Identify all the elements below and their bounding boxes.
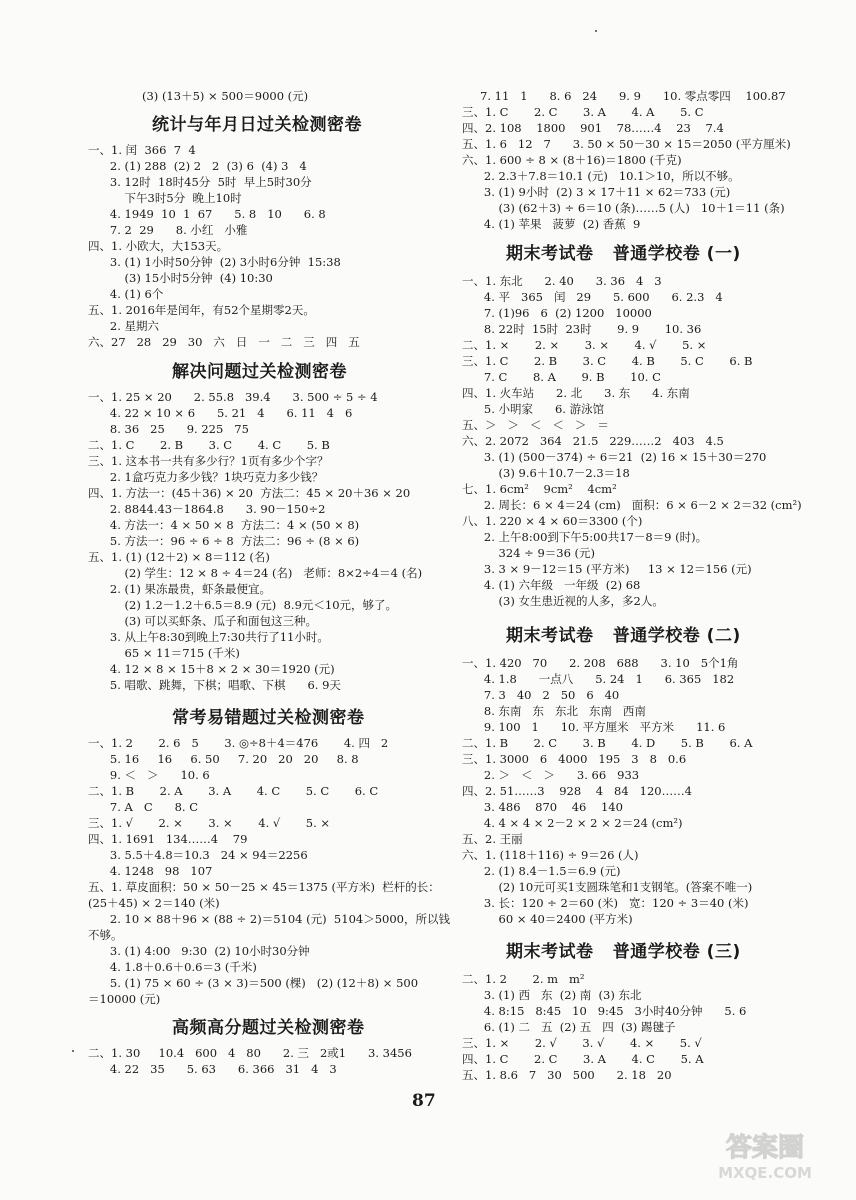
answer-line: 五、1. 草皮面积：50 × 50－25 × 45＝1375 (平方米) 栏杆的长： — [88, 880, 440, 894]
answer-line: (2) 10元可买1支圆珠笔和1支钢笔。(答案不唯一) — [462, 880, 753, 894]
answer-line: 3. (1) 1小时50分钟 (2) 3小时6分钟 15:38 — [88, 255, 341, 269]
answer-line: 4. 8:15 8:45 10 9:45 3小时40分钟 5. 6 — [462, 1004, 747, 1018]
answer-line: 5. 唱歌、跳舞，下棋；唱歌、下棋 6. 9天 — [88, 678, 341, 692]
answer-line: (2) 1.2－1.2＋6.5＝8.9 (元) 8.9元＜10元，够了。 — [88, 598, 398, 612]
answer-line: 二、1. 30 10.4 600 4 80 2. 三 2或1 3. 3456 — [88, 1046, 412, 1060]
answer-line: 三、1. C 2. C 3. A 4. A 5. C — [462, 105, 704, 119]
answer-line: 9. ＜ ＞ 10. 6 — [88, 768, 210, 782]
answer-line: 8. 东南 东 东北 东南 西南 — [462, 704, 646, 718]
section-title: 高频高分题过关检测密卷 — [172, 1018, 365, 1038]
scan-speck — [595, 30, 597, 32]
answer-line: 一、1. 2 2. 6 5 3. ◎÷8＋4＝476 4. 四 2 — [88, 736, 389, 750]
answer-line: 7. 2 29 8. 小红 小雅 — [88, 223, 248, 237]
answer-line: 2. 周长：6 × 4＝24 (cm) 面积：6 × 6－2 × 2＝32 (cm²) — [462, 498, 802, 512]
answer-line: 二、1. × 2. × 3. × 4. √ 5. × — [462, 338, 707, 352]
answer-line: 4. (1) 6个 — [88, 287, 164, 301]
watermark-text-bottom: MXQE.COM — [718, 1164, 812, 1182]
answer-line: 7. 3 40 2 50 6 40 — [462, 688, 620, 702]
answer-line: 一、1. 25 × 20 2. 55.8 39.4 3. 500 ÷ 5 ÷ 4 — [88, 390, 378, 404]
answer-line: 4. 1949 10 1 67 5. 8 10 6. 8 — [88, 207, 326, 221]
answer-line: 8. 36 25 9. 225 75 — [88, 422, 249, 436]
answer-line: 3. 长：120 ÷ 2＝60 (米) 宽：120 ÷ 3＝40 (米) — [462, 896, 749, 910]
answer-line: 2. 10 × 88＋96 × (88 ÷ 2)＝5104 (元) 5104＞5000，所以钱 — [88, 912, 450, 926]
answer-line: 三、1. √ 2. × 3. × 4. √ 5. × — [88, 816, 331, 830]
answer-line: 2. ＞ ＜ ＞ 3. 66 933 — [462, 768, 640, 782]
page-number: 87 — [412, 1091, 436, 1111]
answer-line: 3. (1) (500－374) ÷ 6＝21 (2) 16 × 15＋30＝270 — [462, 450, 767, 464]
answer-line: 4. (1) 苹果 菠萝 (2) 香蕉 9 — [462, 217, 641, 231]
answer-line: 六、1. (118＋116) ÷ 9＝26 (人) — [462, 848, 639, 862]
answer-line: 下午3时5分 晚上10时 — [88, 191, 242, 205]
answer-line: 6. (1) 二 五 (2) 五 四 (3) 踢毽子 — [462, 1020, 676, 1034]
answer-line: 3. (1) 9小时 (2) 3 × 17＋11 × 62＝733 (元) — [462, 185, 731, 199]
answer-line: 3. 12时 18时45分 5时 早上5时30分 — [88, 175, 312, 189]
answer-line: 2. 8844.43－1864.8 3. 90－150÷2 — [88, 502, 326, 516]
answer-line: (3) (62＋3) ÷ 6＝10 (条)……5 (人) 10＋1＝11 (条) — [462, 201, 785, 215]
answer-line: 5. 16 16 6. 50 7. 20 20 20 8. 8 — [88, 752, 359, 766]
answer-line: 2. (1) 288 (2) 2 2 (3) 6 (4) 3 4 — [88, 159, 307, 173]
answer-line: 五、＞ ＞ ＜ ＜ ＞ ＝ — [462, 418, 609, 432]
answer-line: 7. (1)96 6 (2) 1200 10000 — [462, 306, 652, 320]
answer-line: 六、27 28 29 30 六 日 一 二 三 四 五 — [88, 335, 360, 349]
answer-line: 二、1. B 2. A 3. A 4. C 5. C 6. C — [88, 784, 379, 798]
answer-line: 八、1. 220 × 4 × 60＝3300 (个) — [462, 514, 643, 528]
answer-line: (3) 女生患近视的人多，多2人。 — [462, 594, 664, 608]
answer-line: 4. 1248 98 107 — [88, 864, 213, 878]
answer-line: 四、1. 1691 134……4 79 — [88, 832, 248, 846]
answer-line: 3. (1) 4:00 9:30 (2) 10小时30分钟 — [88, 944, 310, 958]
answer-line: 9. 100 1 10. 平方厘米 平方米 11. 6 — [462, 720, 726, 734]
answer-line: 五、1. 8.6 7 30 500 2. 18 20 — [462, 1068, 672, 1082]
answer-line: 二、1. 2 2. m m² — [462, 972, 585, 986]
section-title: 期末考试卷 普通学校卷 (一) — [506, 244, 741, 264]
section-title: 常考易错题过关检测密卷 — [172, 708, 365, 728]
answer-line: 2. (1) 果冻最贵，虾条最便宜。 — [88, 582, 272, 596]
answer-line: (3) 15小时5分钟 (4) 10:30 — [88, 271, 273, 285]
answer-line: 四、1. C 2. C 3. A 4. C 5. A — [462, 1052, 704, 1066]
answer-line: 7. C 8. A 9. B 10. C — [462, 370, 661, 384]
watermark-logo — [690, 1126, 840, 1186]
answer-line: 六、2. 2072 364 21.5 229……2 403 4.5 — [462, 434, 724, 448]
answer-line: 4. 12 × 8 × 15＋8 × 2 × 30＝1920 (元) — [88, 662, 335, 676]
answer-line: 7. 11 1 8. 6 24 9. 9 10. 零点零四 100.87 — [480, 89, 786, 103]
answer-line: 5. 方法一：96 ÷ 6 ÷ 8 方法二：96 ÷ (8 × 6) — [88, 534, 360, 548]
answer-line: 三、1. 3000 6 4000 195 3 8 0.6 — [462, 752, 687, 766]
answer-line: 三、1. × 2. √ 3. √ 4. × 5. √ — [462, 1036, 702, 1050]
answer-line: ＝10000 (元) — [88, 992, 161, 1006]
answer-line: 3. 从上午8:30到晚上7:30共行了11小时。 — [88, 630, 329, 644]
answer-line: 3. (1) 西 东 (2) 南 (3) 东北 — [462, 988, 642, 1002]
answer-line: (2) 学生：12 × 8 ÷ 4＝24 (名) 老师：8×2÷4＝4 (名) — [88, 566, 423, 580]
answer-line: 二、1. B 2. C 3. B 4. D 5. B 6. A — [462, 736, 753, 750]
answer-line: 4. 1.8 一点八 5. 24 1 6. 365 182 — [462, 672, 735, 686]
answer-line: 一、1. 闰 366 7 4 — [88, 143, 196, 157]
answer-line: 一、1. 420 70 2. 208 688 3. 10 5个1角 — [462, 656, 739, 670]
answer-line: 2. 1盒巧克力多少钱？1块巧克力多少钱？ — [88, 470, 324, 484]
answer-line: (25＋45) × 2＝140 (米) — [88, 896, 220, 910]
answer-line: 五、1. (1) (12＋2) × 8＝112 (名) — [88, 550, 270, 564]
answer-line: 一、1. 东北 2. 40 3. 36 4 3 — [462, 274, 662, 288]
answer-line: 5. (1) 75 × 60 ÷ (3 × 3)＝500 (棵) (2) (12＋8) × 500 — [88, 976, 419, 990]
answer-line: 四、1. 火车站 2. 北 3. 东 4. 东南 — [462, 386, 690, 400]
answer-line: 七、1. 6cm² 9cm² 4cm² — [462, 482, 617, 496]
answer-line: 8. 22时 15时 23时 9. 9 10. 36 — [462, 322, 702, 336]
answer-line: 4. 22 35 5. 63 6. 366 31 4 3 — [88, 1062, 337, 1076]
answer-line: 7. A C 8. C — [88, 800, 198, 814]
answer-line: 3. 3 × 9－12＝15 (平方米) 13 × 12＝156 (元) — [462, 562, 752, 576]
answer-line: 六、1. 600 ÷ 8 × (8＋16)＝1800 (千克) — [462, 153, 682, 167]
answer-line: 四、1. 方法一：(45＋36) × 20 方法二：45 × 20＋36 × 20 — [88, 486, 411, 500]
answer-line: (3) 9.6＋10.7－2.3＝18 — [462, 466, 630, 480]
intro-line: (3) (13＋5) × 500＝9000 (元) — [142, 89, 309, 103]
scan-speck — [72, 1050, 74, 1052]
answer-line: 三、1. 这本书一共有多少行？1页有多少个字？ — [88, 454, 329, 468]
answer-line: 不够。 — [88, 928, 123, 942]
answer-line: (3) 可以买虾条、瓜子和面包这三种。 — [88, 614, 317, 628]
answer-line: 三、1. C 2. B 3. C 4. B 5. C 6. B — [462, 354, 753, 368]
answer-line: 4. 平 365 闰 29 5. 600 6. 2.3 4 — [462, 290, 723, 304]
answer-line: 四、2. 108 1800 901 78……4 23 7.4 — [462, 121, 724, 135]
answer-line: 2. 星期六 — [88, 319, 160, 333]
answer-line: 3. 5.5＋4.8＝10.3 24 × 94＝2256 — [88, 848, 308, 862]
answer-line: 2. 2.3＋7.8＝10.1 (元) 10.1＞10，所以不够。 — [462, 169, 740, 183]
section-title: 期末考试卷 普通学校卷 (三) — [506, 942, 741, 962]
answer-line: 2. 上午8:00到下午5:00共17－8＝9 (时)。 — [462, 530, 708, 544]
answer-line: 五、2. 王丽 — [462, 832, 523, 846]
watermark-text-top: 答案圈 — [725, 1133, 805, 1163]
answer-line: 65 × 11＝715 (千米) — [88, 646, 240, 660]
answer-line: 4. (1) 六年级 一年级 (2) 68 — [462, 578, 641, 592]
answer-line: 五、1. 2016年是闰年，有52个星期零2天。 — [88, 303, 315, 317]
section-title: 解决问题过关检测密卷 — [172, 362, 347, 382]
answer-line: 四、1. 小欧大，大153天。 — [88, 239, 229, 253]
answer-line: 五、1. 6 12 7 3. 50 × 50－30 × 15＝2050 (平方厘米) — [462, 137, 791, 151]
answer-line: 4. 22 × 10 × 6 5. 21 4 6. 11 4 6 — [88, 406, 353, 420]
answer-line: 60 × 40＝2400 (平方米) — [462, 912, 633, 926]
answer-line: 二、1. C 2. B 3. C 4. C 5. B — [88, 438, 330, 452]
answer-line: 324 ÷ 9＝36 (元) — [462, 546, 596, 560]
answer-line: 四、2. 51……3 928 4 84 120……4 — [462, 784, 692, 798]
answer-line: 4. 1.8＋0.6＋0.6＝3 (千米) — [88, 960, 257, 974]
answer-line: 4. 4 × 4 × 2－2 × 2 × 2＝24 (cm²) — [462, 816, 683, 830]
answer-line: 3. 486 870 46 140 — [462, 800, 623, 814]
answer-line: 5. 小明家 6. 游泳馆 — [462, 402, 605, 416]
section-title: 期末考试卷 普通学校卷 (二) — [506, 626, 741, 646]
section-title: 统计与年月日过关检测密卷 — [152, 115, 362, 135]
answer-line: 4. 方法一：4 × 50 × 8 方法二：4 × (50 × 8) — [88, 518, 360, 532]
answer-line: 2. (1) 8.4－1.5＝6.9 (元) — [462, 864, 621, 878]
